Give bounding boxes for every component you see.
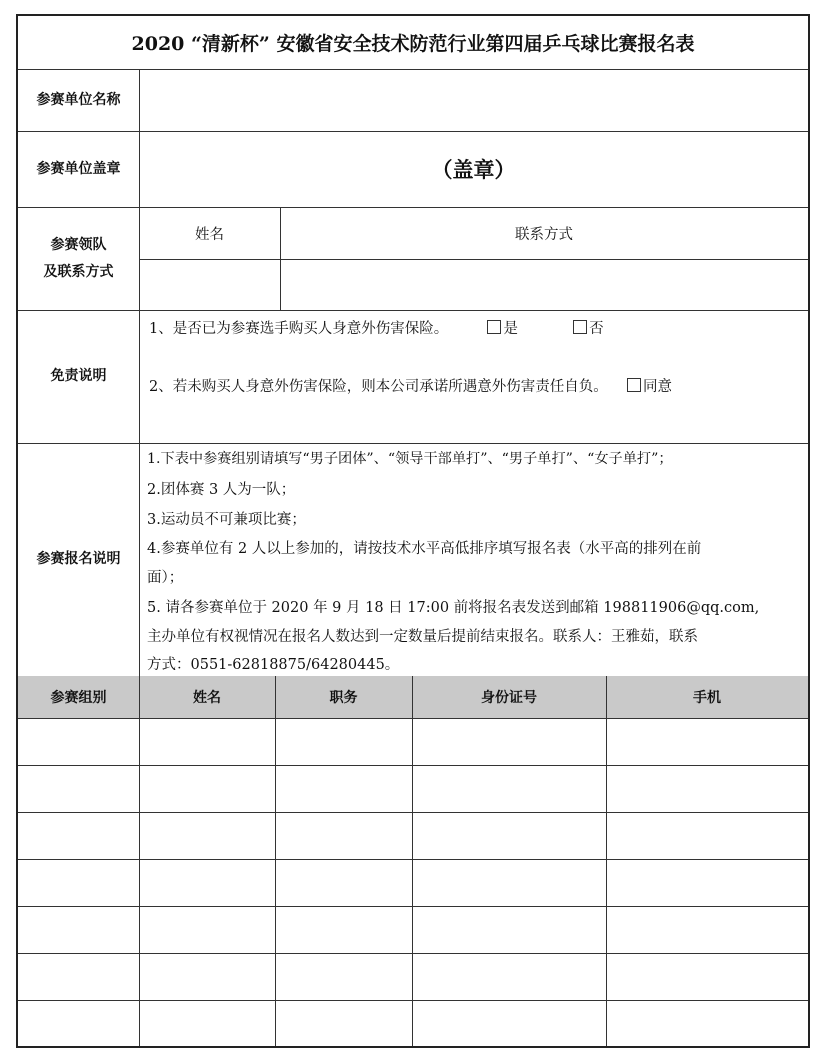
unit-name-field[interactable]	[139, 69, 808, 131]
leader-name-header: 姓名	[195, 226, 224, 243]
leader-label-line2: 及联系方式	[43, 263, 114, 280]
disclaimer-label: 免责说明	[50, 368, 107, 385]
leader-contact-field[interactable]	[280, 259, 808, 310]
table-row[interactable]	[18, 812, 808, 859]
seal-text: （盖章）	[431, 158, 516, 182]
leader-contact-header: 联系方式	[515, 226, 573, 243]
yes-checkbox[interactable]	[487, 320, 501, 334]
registration-form	[16, 14, 810, 1048]
table-row[interactable]	[18, 1000, 808, 1046]
note-line: 方式：0551-62818875/64280445。	[147, 657, 400, 673]
notes-label: 参赛报名说明	[36, 551, 121, 568]
note-line: 3.运动员不可兼项比赛；	[147, 512, 306, 528]
no-checkbox[interactable]	[573, 320, 587, 334]
disclaimer-q2-text: 2、若未购买人身意外伤害保险，则本公司承诺所遇意外伤害责任自负。	[149, 379, 608, 395]
header-group: 参赛组别	[50, 690, 107, 706]
unit-seal-label: 参赛单位盖章	[36, 160, 121, 177]
form-title: 2020 “清新杯” 安徽省安全技术防范行业第四届乒乓球比赛报名表	[131, 33, 695, 55]
header-id-number: 身份证号	[481, 690, 537, 706]
table-row[interactable]	[18, 906, 808, 953]
leader-name-field[interactable]	[139, 259, 280, 310]
header-phone: 手机	[693, 690, 721, 706]
agree-label: 同意	[642, 379, 672, 395]
note-line: 1.下表中参赛组别请填写“男子团体”、“领导干部单打”、“男子单打”、“女子单打”；	[147, 451, 673, 467]
note-line: 2.团体赛 3 人为一队；	[147, 482, 296, 498]
header-position: 职务	[329, 690, 358, 706]
table-row[interactable]	[18, 718, 808, 765]
no-label: 否	[589, 321, 604, 337]
table-row[interactable]	[18, 953, 808, 1000]
disclaimer-q1-text: 1、是否已为参赛选手购买人身意外伤害保险。	[149, 321, 449, 337]
leader-label-line1: 参赛领队	[50, 236, 107, 253]
disclaimer-q1	[149, 317, 604, 338]
note-line: 5. 请各参赛单位于 2020 年 9 月 18 日 17:00 前将报名表发送到邮箱 198811906@qq.com,	[147, 600, 760, 616]
disclaimer-q2	[149, 375, 672, 396]
header-name: 姓名	[193, 690, 221, 706]
note-line: 面）；	[147, 570, 184, 586]
table-row[interactable]	[18, 859, 808, 906]
unit-name-label: 参赛单位名称	[36, 91, 121, 108]
note-line: 主办单位有权视情况在报名人数达到一定数量后提前结束报名。联系人：王雅茹，联系	[147, 629, 698, 645]
table-row[interactable]	[18, 765, 808, 812]
yes-label: 是	[503, 321, 518, 337]
leader-label	[18, 207, 139, 310]
note-line: 4.参赛单位有 2 人以上参加的，请按技术水平高低排序填写报名表（水平高的排列在前	[147, 541, 702, 557]
agree-checkbox[interactable]	[627, 378, 641, 392]
